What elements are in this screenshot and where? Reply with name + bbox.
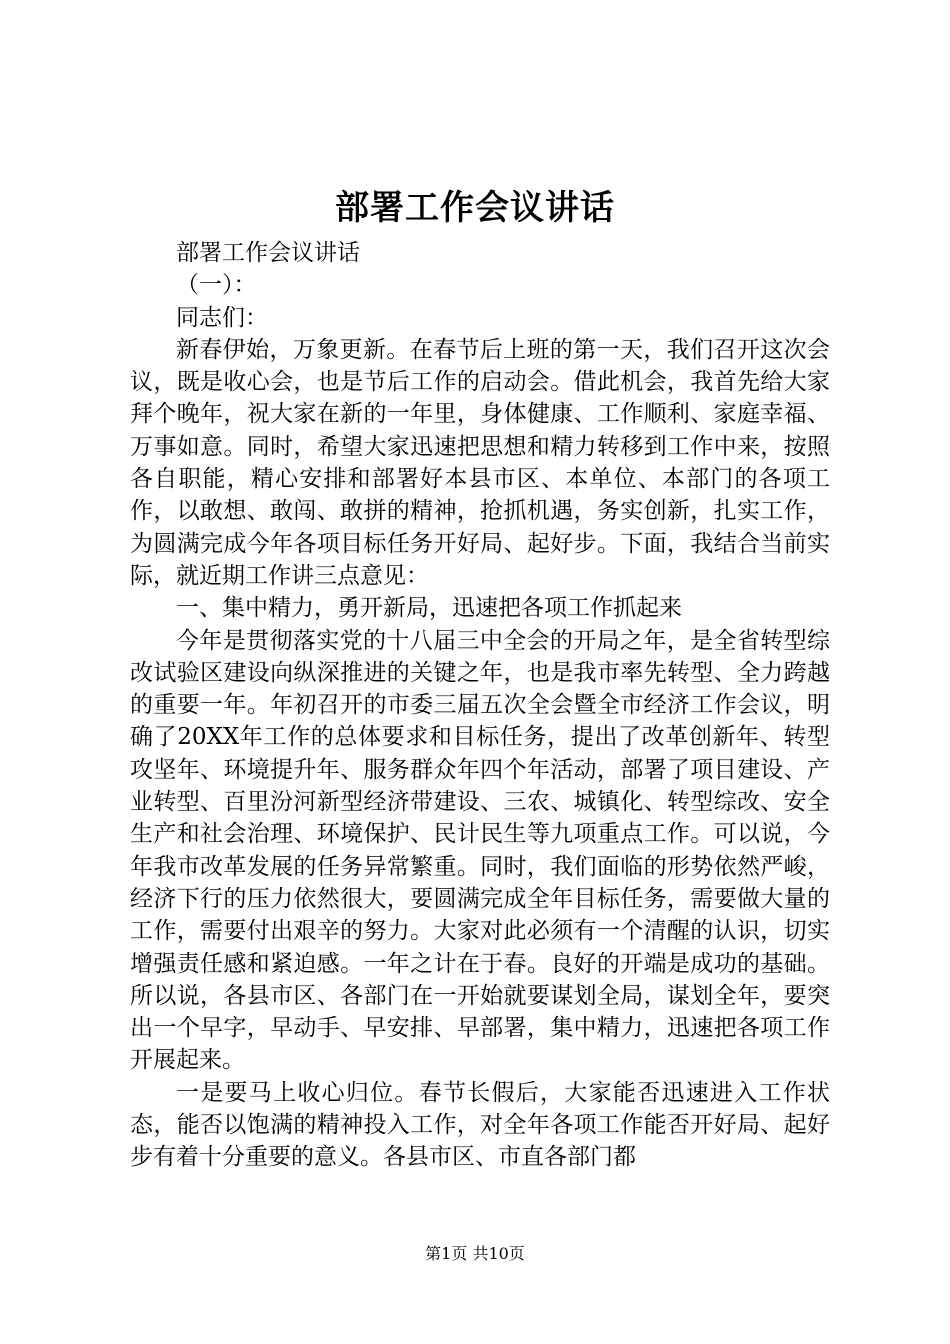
paragraph: 今年是贯彻落实党的十八届三中全会的开局之年，是全省转型综改试验区建设向纵深推进的关键之年，也是我市率先转型、全力跨越的重要一年。年初召开的市委三届五次全会暨全市经济工作会议，明确了20XX年工作的总体要求和目标任务，提出了改革创新年、转型攻坚年、环境提升年、服务群众年四个年活动，部署了项目建设、产业转型、百里汾河新型经济带建设、三农、城镇化、转型综改、安全生产和社会治理、环境保护、民计民生等九项重点工作。可以说，今年我市改革发展的任务异常繁重。同时，我们面临的形势依然严峻，经济下行的压力依然很大，要圆满完成全年目标任务，需要做大量的工作，需要付出艰辛的努力。大家对此必须有一个清醒的认识，切实增强责任感和紧迫感。一年之计在于春。良好的开端是成功的基础。所以说，各县市区、各部门在一开始就要谋划全局，谋划全年，要突出一个早字，早动手、早安排、早部署，集中精力，迅速把各项工作开展起来。 [130,627,830,1074]
paragraph-subtitle: 部署工作会议讲话 [176,240,360,266]
document-body [130,237,830,1174]
document-title: 部署工作会议讲话 [335,188,615,228]
paragraph: 一是要马上收心归位。春节长假后，大家能否迅速进入工作状态，能否以饱满的精神投入工作，对全年各项工作能否开好局、起好步有着十分重要的意义。各县市区、市直各部门都 [130,1079,830,1171]
page-number-footer: 第1页 共10页 [425,1244,525,1263]
paragraph-heading: 一、集中精力，勇开新局，迅速把各项工作抓起来 [176,595,682,622]
paragraph-salutation: 同志们： [176,304,268,331]
paragraph: 新春伊始，万象更新。在春节后上班的第一天，我们召开这次会议，既是收心会，也是节后工作的启动会。借此机会，我首先给大家拜个晚年，祝大家在新的一年里，身体健康、工作顺利、家庭幸福、万事如意。同时，希望大家迅速把思想和精力转移到工作中来，按照各自职能，精心安排和部署好本县市区、本单位、本部门的各项工作，以敢想、敢闯、敢拼的精神，抢抓机遇，务实创新，扎实工作，为圆满完成今年各项目标任务开好局、起好步。下面，我结合当前实际，就近期工作讲三点意见： [130,336,830,589]
paragraph-section-number: （一）： [176,272,257,299]
